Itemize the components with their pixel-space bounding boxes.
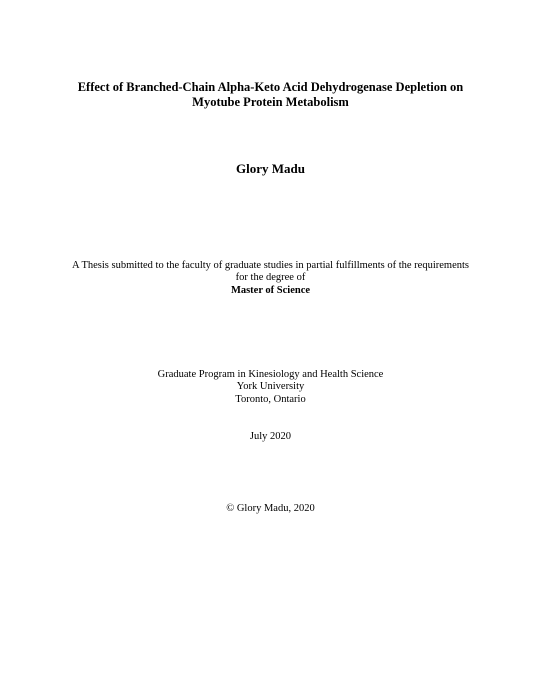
- graduate-program: Graduate Program in Kinesiology and Health Science: [157, 369, 384, 380]
- submission-date: July 2020: [249, 431, 292, 442]
- copyright-notice: © Glory Madu, 2020: [226, 503, 315, 514]
- author-name: Glory Madu: [236, 161, 305, 176]
- university-name: York University: [236, 381, 305, 392]
- submission-statement: A Thesis submitted to the faculty of graduate studies in partial fulfillments of the requirements: [72, 260, 469, 271]
- university-location: Toronto, Ontario: [235, 394, 306, 405]
- thesis-title-line-2: Myotube Protein Metabolism: [192, 95, 349, 109]
- thesis-title-line-1: Effect of Branched-Chain Alpha-Keto Acid Dehydrogenase Depletion on: [77, 80, 464, 94]
- degree-intro: for the degree of: [235, 272, 306, 283]
- degree-name: Master of Science: [230, 285, 311, 296]
